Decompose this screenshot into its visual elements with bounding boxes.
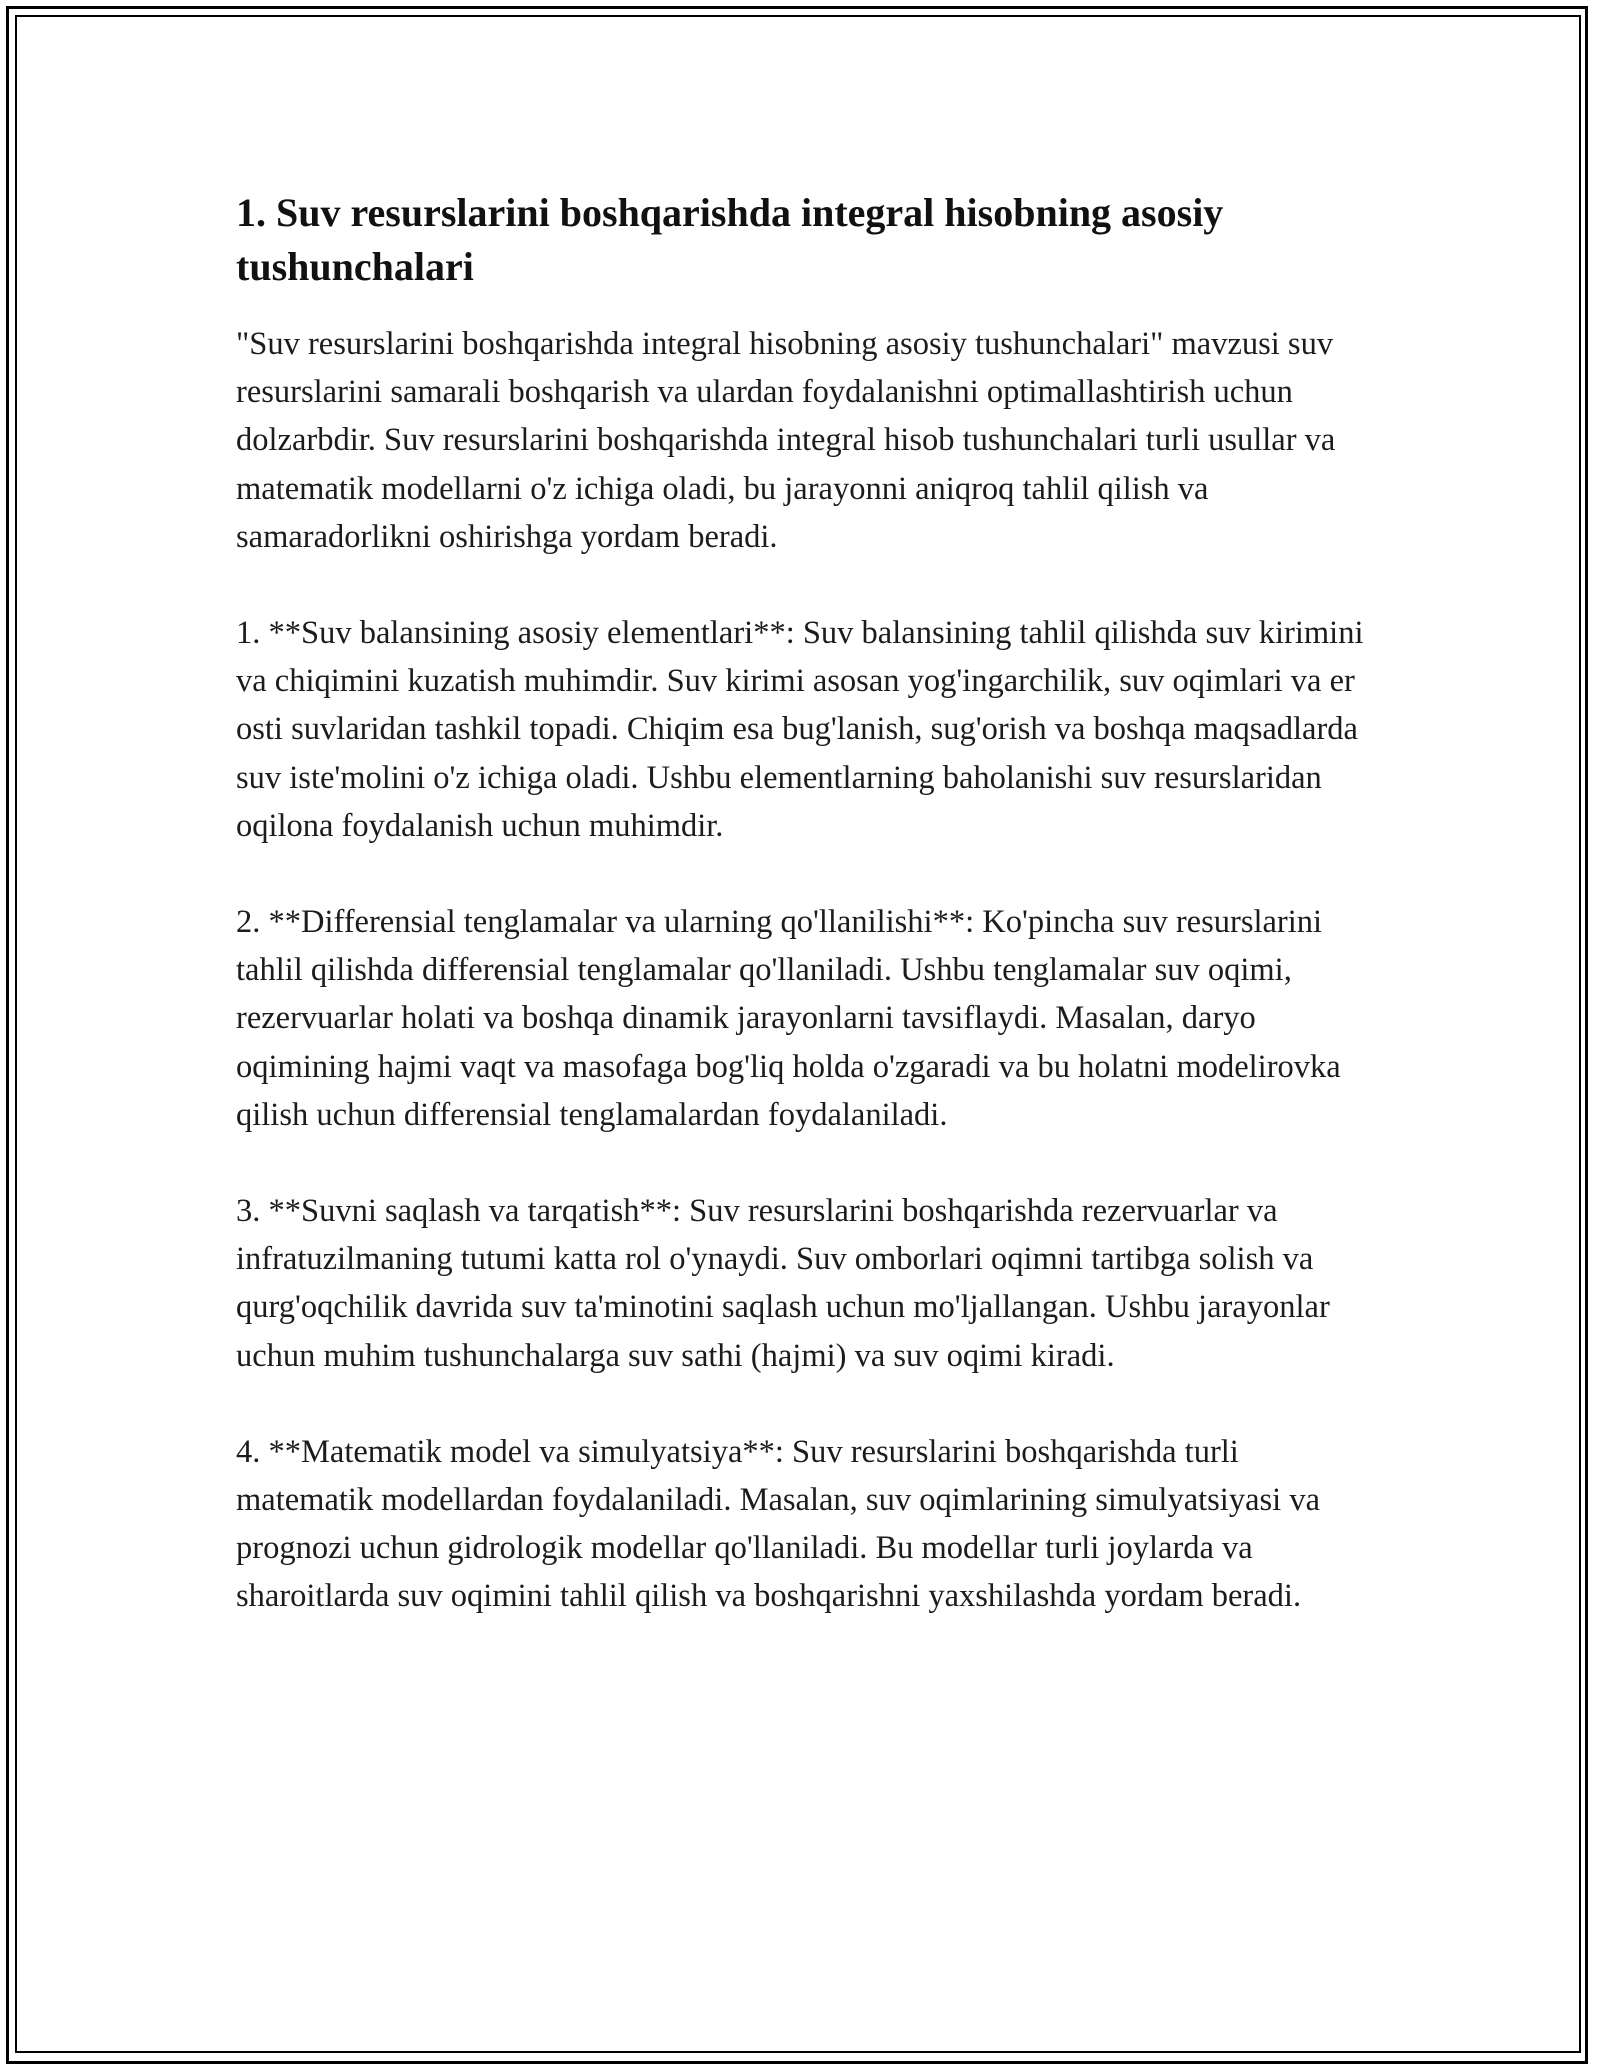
paragraph-storage-distribution: 3. **Suvni saqlash va tarqatish**: Suv resurslarini boshqarishda rezervuarlar va infratuzilmaning tutumi katta rol o'ynaydi. Suv omborlari oqimni tartibga solish va qurg'oqchilik davrida suv ta'minotini saqlash uchun mo'ljallangan. Ushbu jarayonlar uchun muhim tushunchalarga suv sathi (hajmi) va suv oqimi kiradi. [236,1193,1330,1374]
intro-paragraph: "Suv resurslarini boshqarishda integral hisobning asosiy tushunchalari" mavzusi suv resurslarini samarali boshqarish va ulardan foydalanishni optimallashtirish uchun dolzarbdir. Suv resurslarini boshqarishda integral hisob tushunchalari turli usullar va matematik modellarni o'z ichiga oladi, bu jarayonni aniqroq tahlil qilish va samaradorlikni oshirishga yordam beradi. [236,326,1336,555]
paragraph-water-balance: 1. **Suv balansining asosiy elementlari**: Suv balansining tahlil qilishda suv kirimini va chiqimini kuzatish muhimdir. Suv kirimi asosan yog'ingarchilik, suv oqimlari va er osti suvlaridan tashkil topadi. Chiqim esa bug'lanish, sug'orish va boshqa maqsadlarda suv iste'molini o'z ichiga oladi. Ushbu elementlarning baholanishi suv resurslaridan oqilona foydalanish uchun muhimdir. [236,615,1364,844]
paragraph-differential-equations: 2. **Differensial tenglamalar va ularning qo'llanilishi**: Ko'pincha suv resurslarini tahlil qilishda differensial tenglamalar qo'llaniladi. Ushbu tenglamalar suv oqimi, rezervuarlar holati va boshqa dinamik jarayonlarni tavsiflaydi. Masalan, daryo oqimining hajmi vaqt va masofaga bog'liq holda o'zgaradi va bu holatni modelirovka qilish uchun differensial tenglamalardan foydalaniladi. [236,904,1341,1133]
document-title: 1. Suv resurslarini boshqarishda integral hisobning asosiy tushunchalari [236,190,1224,289]
paragraph-mathematical-model: 4. **Matematik model va simulyatsiya**: Suv resurslarini boshqarishda turli matematik modellardan foydalaniladi. Masalan, suv oqimlarining simulyatsiyasi va prognozi uchun gidrologik modellar qo'llaniladi. Bu modellar turli joylarda va sharoitlarda suv oqimini tahlil qilish va boshqarishni yaxshilashda yordam beradi. [236,1433,1320,1615]
document-body [236,186,1376,1669]
